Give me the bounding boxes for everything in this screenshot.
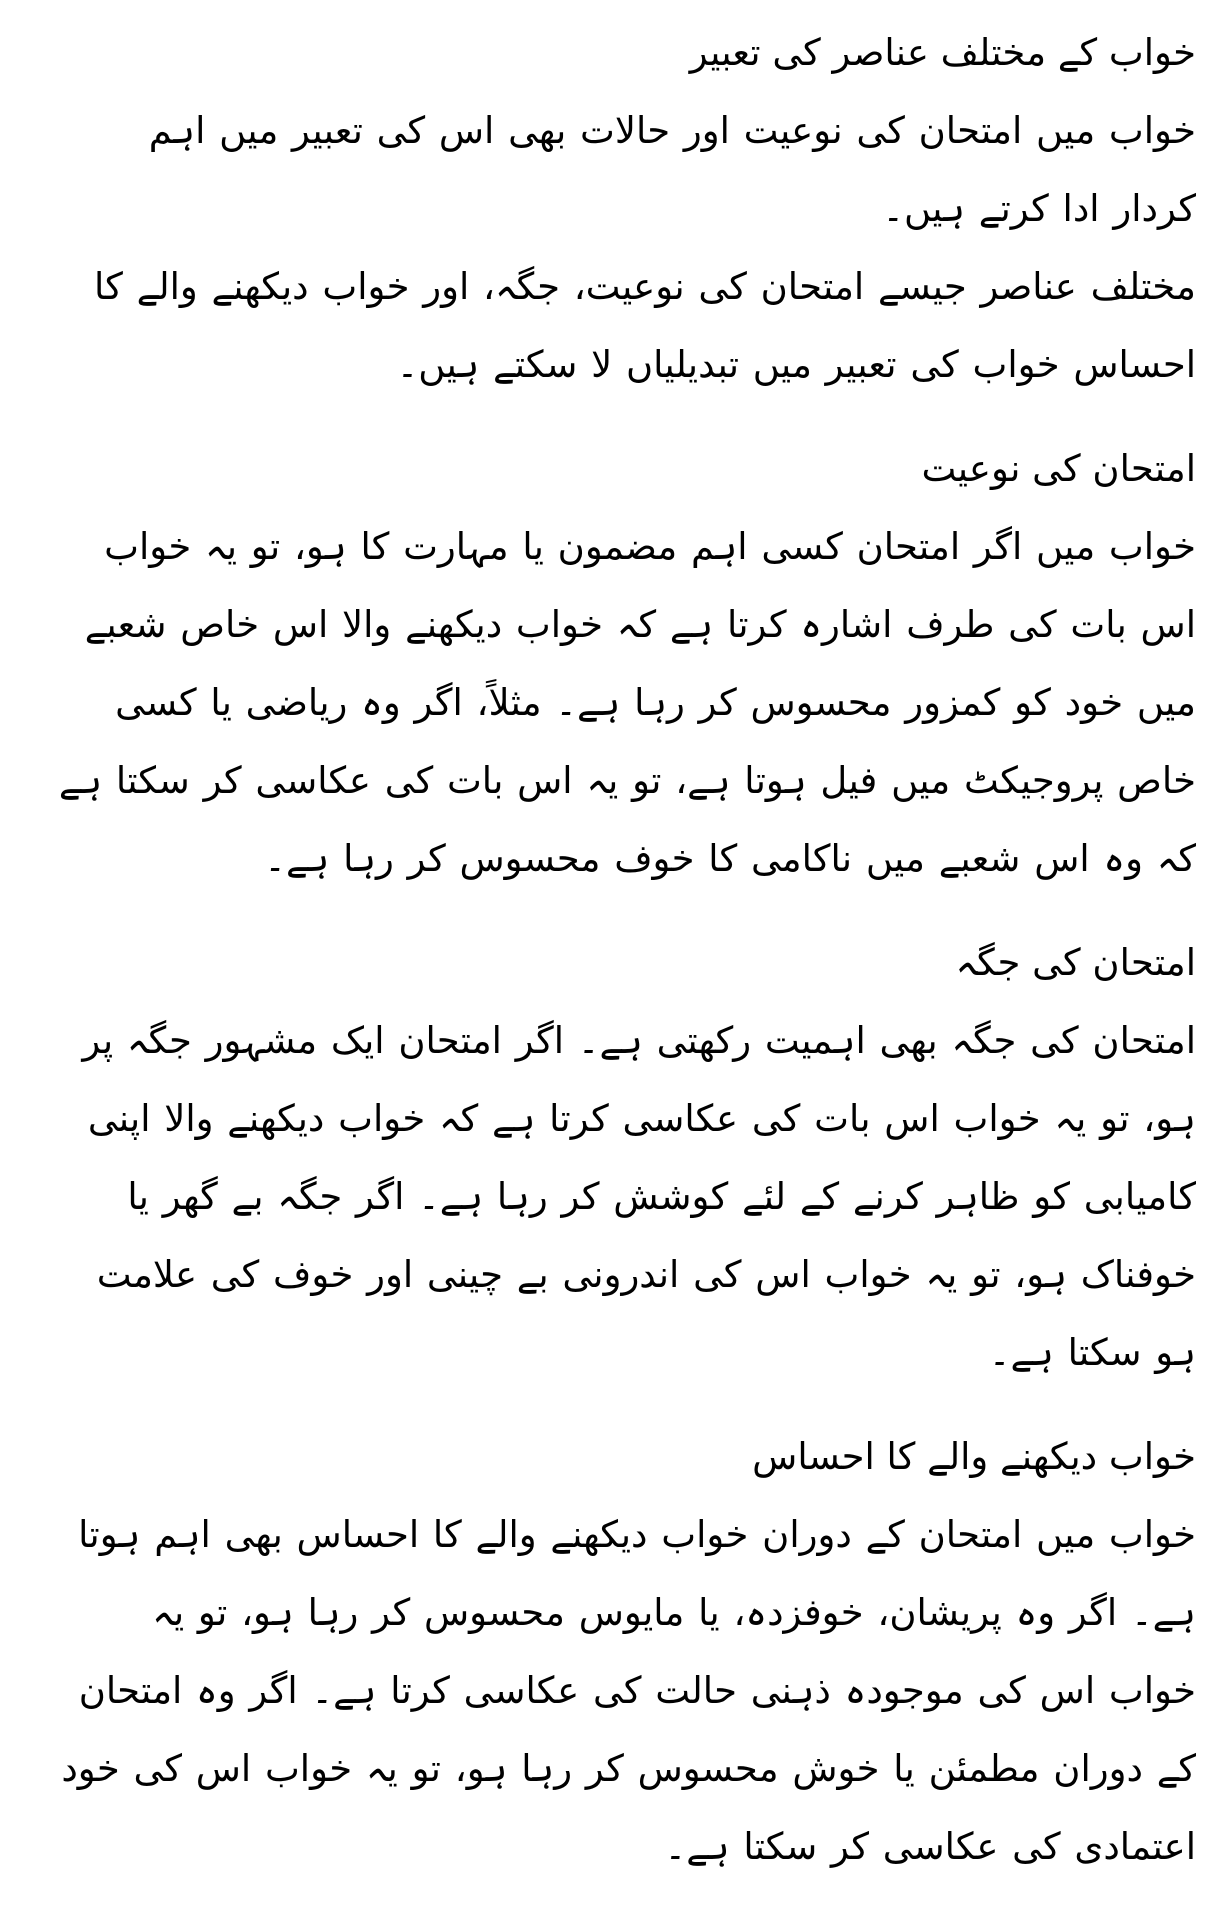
section-heading: خواب دیکھنے والے کا احساس (752, 1435, 1196, 1478)
section-dream-elements (55, 14, 1196, 404)
section-dreamer-feeling (55, 1418, 1196, 1886)
section-heading: امتحان کی جگہ (955, 941, 1196, 984)
section-heading: امتحان کی نوعیت (921, 447, 1196, 490)
section-exam-place (55, 924, 1196, 1392)
paragraph: مختلف عناصر جیسے امتحان کی نوعیت، جگہ، اور خواب دیکھنے والے کا احساس خواب کی تعبیر میں تبدیلیاں لا سکتے ہیں۔ (94, 265, 1196, 386)
paragraph: امتحان کی جگہ بھی اہمیت رکھتی ہے۔ اگر امتحان ایک مشہور جگہ پر ہو، تو یہ خواب اس بات کی عکاسی کرتا ہے کہ خواب دیکھنے والا اپنی کامیابی کو ظاہر کرنے کے لئے کوشش کر رہا ہے۔ اگر جگہ بے گھر یا خوفناک ہو، تو یہ خواب اس کی اندرونی بے چینی اور خوف کی علامت ہو سکتا ہے۔ (82, 1019, 1196, 1374)
section-exam-nature (55, 430, 1196, 898)
paragraph: خواب میں امتحان کے دوران خواب دیکھنے والے کا احساس بھی اہم ہوتا ہے۔ اگر وہ پریشان، خوفزدہ، یا مایوس محسوس کر رہا ہو، تو یہ خواب اس کی موجودہ ذہنی حالت کی عکاسی کرتا ہے۔ اگر وہ امتحان کے دوران مطمئن یا خوش محسوس کر رہا ہو، تو یہ خواب اس کی خود اعتمادی کی عکاسی کر سکتا ہے۔ (61, 1513, 1196, 1868)
paragraph: خواب میں امتحان کی نوعیت اور حالات بھی اس کی تعبیر میں اہم کردار ادا کرتے ہیں۔ (148, 109, 1196, 230)
section-heading: خواب کے مختلف عناصر کی تعبیر (689, 31, 1196, 74)
paragraph: خواب میں اگر امتحان کسی اہم مضمون یا مہارت کا ہو، تو یہ خواب اس بات کی طرف اشارہ کرتا ہے کہ خواب دیکھنے والا اس خاص شعبے میں خود کو کمزور محسوس کر رہا ہے۔ مثلاً، اگر وہ ریاضی یا کسی خاص پروجیکٹ میں فیل ہوتا ہے، تو یہ اس بات کی عکاسی کر سکتا ہے کہ وہ اس شعبے میں ناکامی کا خوف محسوس کر رہا ہے۔ (58, 525, 1196, 880)
